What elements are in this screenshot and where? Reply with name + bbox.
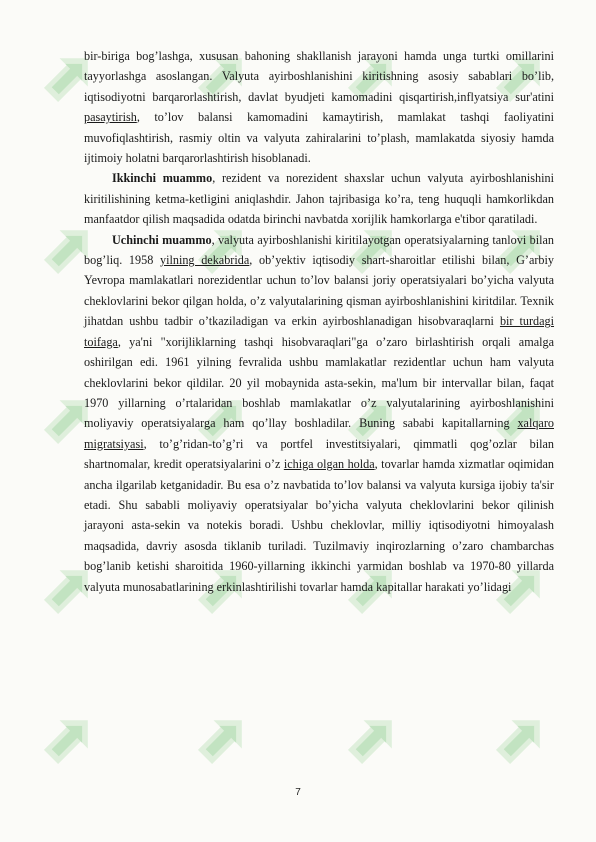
underlined-phrase: xalqaro migratsiyasi (84, 416, 554, 451)
underlined-phrase: pasaytirish (84, 110, 137, 125)
paragraph-2 (84, 168, 554, 229)
text-run: , tovarlar hamda xizmatlar oqimidan ancha ilgarilab ketganidadir. Bu esa o’z navbatida to’lov balansi va valyuta kursiga ijobiy ta'sir etadi. Shu sababli moliyaviy operatsiyalar bo’yicha valyuta cheklovlarini bekor qilinish jarayoni asta-sekin va notekis boradi. Ushbu cheklovlar, milliy iqtisodiyotni himoyalash maqsadida, davriy asosda tiklanib turiladi. Tuzilmaviy inqirozlarning o’zaro chambarchas bog’lanib ketishi sharoitida 1960-yillarning ikkinchi yarmidan boshlab va 1970-80 yillarda valyuta munosabatlarining erkinlashtirilishi tovarlar hamda kapitallar harakati yo’lidagi (84, 457, 554, 594)
text-run: , to’lov balansi kamomadini kamaytirish, mamlakat tashqi faoliyatini muvofiqlashtirish, rasmiy oltin va valyuta zahiralarini to’plash, mamlakatda siyosiy hamda ijtimoiy holatni barqarorlashtirish hisoblanadi. (84, 110, 554, 166)
bold-term: Uchinchi muammo (112, 232, 212, 247)
underlined-phrase: bir turdagi toifaga (84, 314, 555, 349)
text-run: , rezident va norezident shaxslar uchun valyuta ayirboshlanishini kiritilishining ketma-ketligini aniqlashdir. Jahon tajribasiga ko’ra, teng huquqli hamkorlikdan manfaatdor qilish maqsadida odatda birinchi navbatda xorijlik hamkorlarga e'tibor qaratiladi. (84, 171, 554, 227)
text-run: , ob’yektiv iqtisodiy shart-sharoitlar etilishi bilan, G’arbiy Yevropa mamlakatlari norezidentlar uchun to’lov balansi joriy operatsiyalari bo’yicha valyuta cheklovlarini bekor qilgan holda, o’z valyutalarining qisman ayirboshlanishini kiritdilar. Texnik jihatdan ushbu tadbir o’tkaziladigan va erkin ayirboshlanadigan hisobvaraqlarni (84, 253, 554, 329)
underlined-phrase: ichiga olgan holda (283, 457, 375, 472)
paragraph-3 (84, 230, 554, 597)
text-run: bir-biriga bog’lashga, xususan bahoning shakllanish jarayoni hamda unga turtki omillarini tayyorlashga asoslangan. Valyuta ayirboshlanishini kiritishning asosiy sabablari bo’lib, iqtisodiyotni barqarorlashtirish, davlat byudjeti kamomadini qisqartirish,inflyatsiya sur'atini (84, 49, 554, 104)
green-arrow-watermark-icon (30, 702, 106, 783)
green-arrow-watermark-icon (334, 702, 410, 783)
paragraph-1 (84, 46, 554, 168)
green-arrow-watermark-icon (184, 702, 260, 783)
text-run: , to’g’ridan-to’g’ri va portfel investitsiyalari, qimmatli qog’ozlar bilan shartnomalar, kredit operatsiyalarini o’z (84, 436, 554, 472)
body-text (84, 46, 554, 597)
text-run: , valyuta ayirboshlanishi kiritilayotgan operatsiyalarning tanlovi bilan bog’liq. 1958 (84, 232, 554, 268)
text-run: , ya'ni "xorijliklarning tashqi hisobvaraqlari"ga o’zaro birlashtirish orqali amalga oshirilgan edi. 1961 yilning fevralida ushbu mamlakatlar rezidentlar uchun ham valyuta cheklovlarini bekor qildilar. 20 yil mobaynida asta-sekin, ma'lum bir intervallar bilan, faqat 1970 yillarning o’rtalaridan boshlab mamlakatlar o’z valyutalarining ayirboshlanishini moliyaviy operatsiyalarga ham qo’llay boshladilar. Buning sababi kapitallarning (84, 334, 554, 431)
underlined-phrase: yilning dekabrida (159, 253, 250, 268)
bold-term: Ikkinchi muammo (112, 171, 213, 186)
green-arrow-watermark-icon (482, 702, 558, 783)
page-number: 7 (295, 787, 301, 798)
